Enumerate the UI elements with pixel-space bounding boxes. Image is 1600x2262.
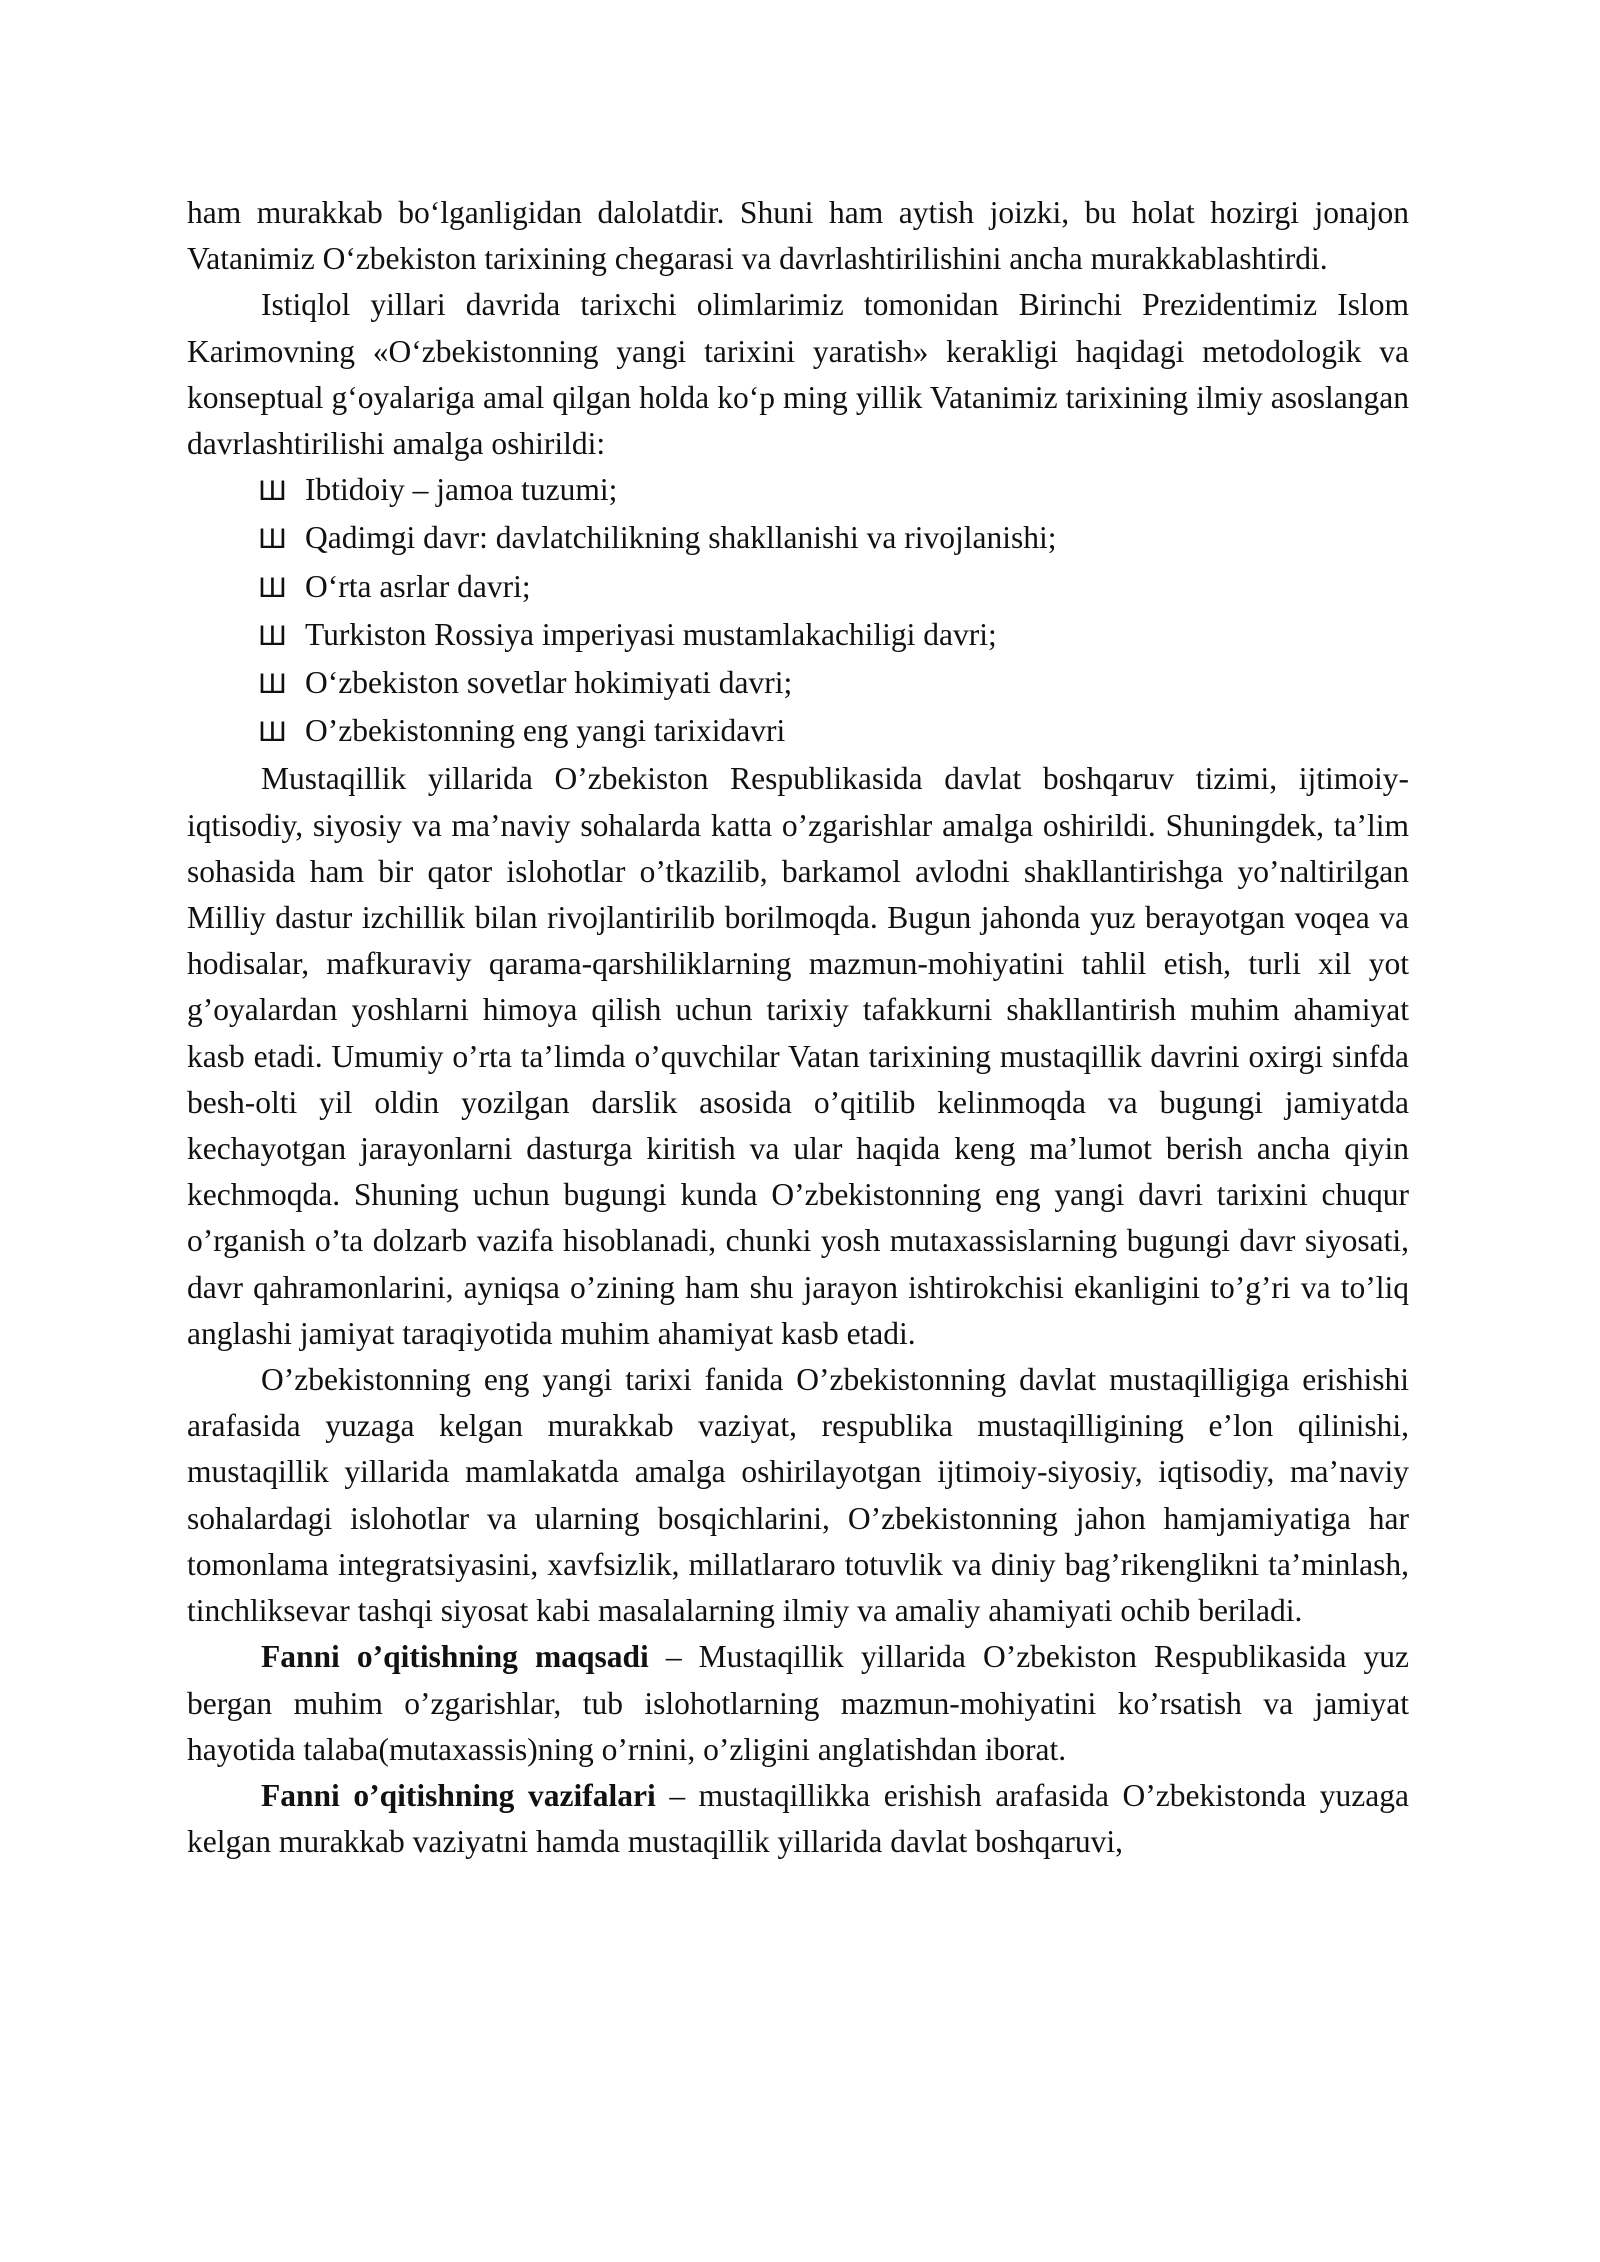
- document-page: [187, 190, 1409, 1865]
- list-item: [187, 708, 1409, 756]
- bullet-marker: Ш: [258, 476, 287, 508]
- course-tasks-heading: Fanni o’qitishning vazifalari: [261, 1777, 656, 1813]
- list-item: [187, 515, 1409, 563]
- list-item: [187, 467, 1409, 515]
- bullet-marker: Ш: [258, 572, 287, 604]
- paragraph-independence-reforms: Mustaqillik yillarida O’zbekiston Respublikasida davlat boshqaruv tizimi, ijtimoiy-iqtisodiy, siyosiy va ma’naviy sohalarda katta o’zgarishlar amalga oshirildi. Shuningdek, ta’lim sohasida ham bir qator islohotlar o’tkazilib, barkamol avlodni shakllantirishga yo’naltirilgan Milliy dastur izchillik bilan rivojlantirilib borilmoqda. Bugun jahonda yuz berayotgan voqea va hodisalar, mafkuraviy qarama-qarshiliklarning mazmun-mohiyatini tahlil etish, turli xil yot g’oyalardan yoshlarni himoya qilish uchun tarixiy tafakkurni shakllantirish muhim ahamiyat kasb etadi. Umumiy o’rta ta’limda o’quvchilar Vatan tarixining mustaqillik davrini oxirgi sinfda besh-olti yil oldin yozilgan darslik asosida o’qitilib kelinmoqda va bugungi jamiyatda kechayotgan jarayonlarni dasturga kiritish va ular haqida keng ma’lumot berish ancha qiyin kechmoqda. Shuning uchun bugungi kunda O’zbekistonning eng yangi davri tarixini chuqur o’rganish o’ta dolzarb vazifa hisoblanadi, chunki yosh mutaxassislarning bugungi davr siyosati, davr qahramonlarini, ayniqsa o’zining ham shu jarayon ishtirokchisi ekanligini to’g’ri va to’liq anglashi jamiyat taraqiyotida muhim ahamiyat kasb etadi.: [187, 761, 1409, 1351]
- list-item: [187, 660, 1409, 708]
- course-tasks-text: – mustaqillikka erishish arafasida O’zbekistonda yuzaga kelgan murakkab vaziyatni hamda mustaqillik yillarida davlat boshqaruvi,: [187, 1777, 1410, 1860]
- list-item-text: Qadimgi davr: davlatchilikning shakllanishi va rivojlanishi;: [305, 520, 1057, 556]
- paragraph-intro-continuation: ham murakkab bo‘lganligidan dalolatdir. Shuni ham aytish joizki, bu holat hozirgi jonajon Vatanimiz O‘zbekiston tarixining chegarasi va davrlashtirilishini ancha murakkablashtirdi.: [187, 195, 1409, 277]
- bullet-marker: Ш: [258, 524, 287, 556]
- bullet-marker: Ш: [258, 620, 287, 652]
- paragraph-course-content: O’zbekistonning eng yangi tarixi fanida O’zbekistonning davlat mustaqilligiga erishishi arafasida yuzaga kelgan murakkab vaziyat, respublika mustaqilligining e’lon qilinishi, mustaqillik yillarida mamlakatda amalga oshirilayotgan ijtimoiy-siyosiy, iqtisodiy, ma’naviy sohalardagi islohotlar va ularning bosqichlarini, O’zbekistonning jahon hamjamiyatiga har tomonlama integratsiyasini, xavfsizlik, millatlararo totuvlik va diniy bag’rikenglikni ta’minlash, tinchliksevar tashqi siyosat kabi masalalarning ilmiy va amaliy ahamiyati ochib beriladi.: [187, 1362, 1409, 1629]
- list-item-text: O‘zbekiston sovetlar hokimiyati davri;: [305, 665, 793, 701]
- bullet-marker: Ш: [258, 717, 287, 749]
- list-item: [187, 564, 1409, 612]
- paragraph-periodization: Istiqlol yillari davrida tarixchi olimlarimiz tomonidan Birinchi Prezidentimiz Islom Karimovning «O‘zbekistonning yangi tarixini yaratish» kerakligi haqidagi metodologik va konseptual g‘oyalariga amal qilgan holda ko‘p ming yillik Vatanimiz tarixining ilmiy asoslangan davrlashtirilishi amalga oshirildi:: [187, 287, 1409, 462]
- list-item-text: O’zbekistonning eng yangi tarixidavri: [305, 713, 786, 749]
- course-goal-heading: Fanni o’qitishning maqsadi: [261, 1639, 649, 1675]
- periods-list: [187, 467, 1409, 756]
- list-item-text: Turkiston Rossiya imperiyasi mustamlakachiligi davri;: [305, 616, 997, 652]
- list-item-text: O‘rta asrlar davri;: [305, 568, 531, 604]
- bullet-marker: Ш: [258, 669, 287, 701]
- paragraph-course-tasks: [187, 1773, 1409, 1865]
- list-item-text: Ibtidoiy – jamoa tuzumi;: [305, 472, 618, 508]
- paragraph-course-goal: [187, 1634, 1409, 1773]
- list-item: [187, 612, 1409, 660]
- course-goal-text: – Mustaqillik yillarida O’zbekiston Respublikasida yuz bergan muhim o’zgarishlar, tub islohotlarning mazmun-mohiyatini ko’rsatish va jamiyat hayotida talaba(mutaxassis)ning o’rnini, o’zligini anglatishdan iborat.: [187, 1639, 1410, 1767]
